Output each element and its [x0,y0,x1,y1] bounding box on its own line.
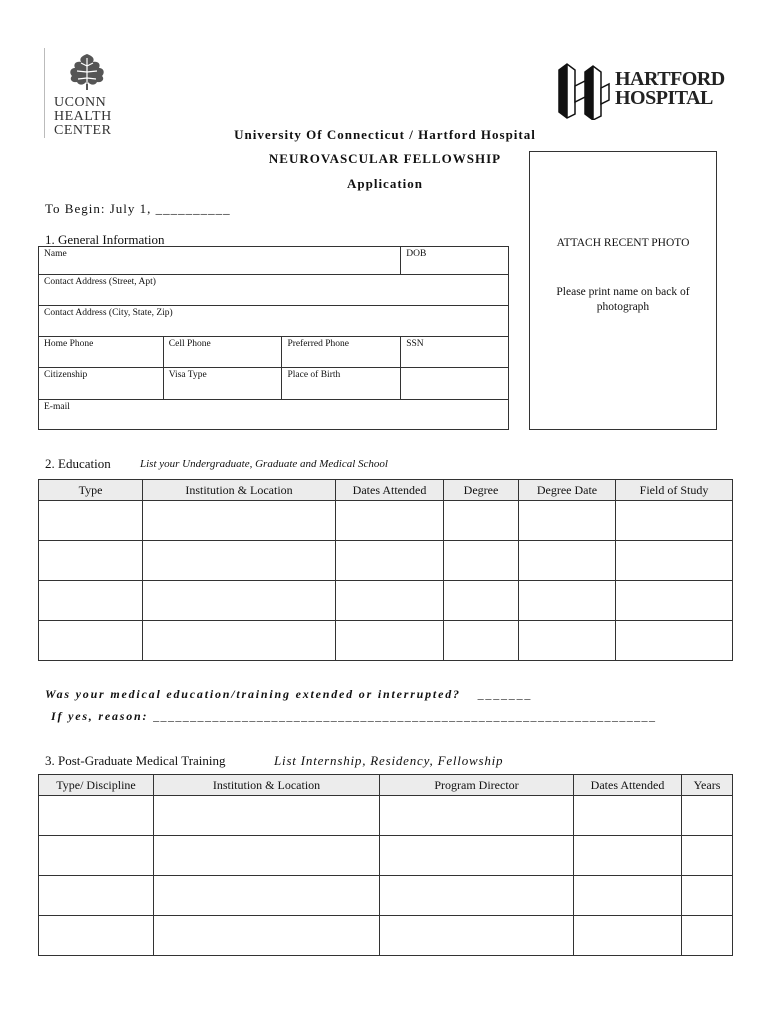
education-table [38,479,733,661]
table-cell[interactable] [336,501,444,541]
hartford-logo-text [615,70,725,108]
table-row [39,836,733,876]
title-line-1: University Of Connecticut / Hartford Hospital [234,127,536,142]
uconn-line-2: HEALTH [54,109,112,124]
postgrad-header-row [39,775,733,796]
table-cell[interactable] [39,501,143,541]
email-field[interactable] [39,400,509,430]
title-line-3: Application [346,176,423,191]
education-heading: 2. Education [45,456,111,471]
table-cell[interactable] [143,621,336,661]
table-cell[interactable] [574,836,682,876]
table-cell[interactable] [39,541,143,581]
email-label: E-mail [44,402,70,412]
table-cell[interactable] [39,621,143,661]
pg-col-years: Years [682,775,733,796]
table-cell[interactable] [143,541,336,581]
contact-city-label: Contact Address (City, State, Zip) [44,308,173,318]
extended-question [45,687,532,702]
postgrad-heading: 3. Post-Graduate Medical Training [45,753,226,768]
contact-street-label: Contact Address (Street, Apt) [44,277,156,287]
photo-box[interactable] [529,151,717,430]
uconn-logo [44,45,134,140]
dob-label: DOB [406,249,427,259]
table-cell[interactable] [519,581,616,621]
to-begin-field[interactable]: To Begin: July 1, __________ [45,201,231,216]
home-phone-field[interactable] [39,337,164,368]
table-cell[interactable] [444,501,519,541]
pg-col-type: Type/ Discipline [39,775,154,796]
visa-type-field[interactable] [163,368,282,400]
extended-answer-blank[interactable]: _______ [477,687,533,701]
table-row [39,621,733,661]
title-line-2: NEUROVASCULAR FELLOWSHIP [268,151,502,166]
table-cell[interactable] [380,836,574,876]
pg-col-institution: Institution & Location [154,775,380,796]
citizenship-field[interactable] [39,368,164,400]
table-cell[interactable] [143,501,336,541]
edu-col-degree: Degree [444,480,519,501]
visa-type-label: Visa Type [168,370,207,380]
contact-street-field[interactable] [39,275,509,306]
table-cell[interactable] [336,541,444,581]
ssn-field[interactable] [401,337,509,368]
pg-col-director: Program Director [380,775,574,796]
edu-col-institution: Institution & Location [143,480,336,501]
table-cell[interactable] [154,876,380,916]
photo-box-label: ATTACH RECENT PHOTO [556,237,690,249]
hartford-line-2: HOSPITAL [615,87,713,109]
preferred-phone-label: Preferred Phone [287,339,349,349]
table-cell[interactable] [519,621,616,661]
ssn-label: SSN [406,339,424,349]
table-cell[interactable] [154,796,380,836]
table-row [39,916,733,956]
table-cell[interactable] [154,836,380,876]
reason-line [51,709,656,724]
oak-leaf-icon [62,50,112,94]
cell-phone-field[interactable] [163,337,282,368]
table-cell[interactable] [336,621,444,661]
uconn-logo-divider [44,48,45,138]
reason-blank[interactable]: ____________________________________________________________________ [153,709,657,723]
postgrad-table [38,774,733,956]
cell-phone-label: Cell Phone [168,339,211,349]
photo-box-instructions: Please print name on back of photograph [556,286,690,313]
uconn-line-3: CENTER [54,123,112,138]
table-cell[interactable] [616,541,733,581]
edu-col-field: Field of Study [616,480,733,501]
table-row [39,876,733,916]
hh-building-icon [555,62,613,120]
extended-question-text: Was your medical education/training extended or interrupted? [45,687,461,701]
table-cell[interactable] [519,541,616,581]
dob-field[interactable] [401,247,509,275]
table-cell[interactable] [616,581,733,621]
table-cell[interactable] [39,796,154,836]
name-field[interactable] [39,247,401,275]
general-info-table [38,246,509,430]
citizenship-label: Citizenship [44,370,88,380]
table-cell[interactable] [682,796,733,836]
pg-col-dates: Dates Attended [574,775,682,796]
blank-cell[interactable] [401,368,509,400]
table-cell[interactable] [616,501,733,541]
reason-label: If yes, reason: [51,709,149,723]
table-row [39,501,733,541]
table-cell[interactable] [39,581,143,621]
edu-col-degree-date: Degree Date [519,480,616,501]
general-info-heading: 1. General Information [45,232,165,247]
table-cell[interactable] [616,621,733,661]
uconn-line-1: UCONN [54,95,107,110]
table-cell[interactable] [682,876,733,916]
edu-col-type: Type [39,480,143,501]
table-cell[interactable] [380,796,574,836]
table-cell[interactable] [39,836,154,876]
table-cell[interactable] [682,836,733,876]
table-cell[interactable] [380,916,574,956]
table-row [39,541,733,581]
preferred-phone-field[interactable] [282,337,401,368]
table-cell[interactable] [444,621,519,661]
table-cell[interactable] [574,796,682,836]
table-cell[interactable] [336,581,444,621]
place-of-birth-label: Place of Birth [287,370,341,380]
table-cell[interactable] [574,916,682,956]
contact-city-field[interactable] [39,306,509,337]
table-cell[interactable] [682,916,733,956]
education-note: List your Undergraduate, Graduate and Medical School [140,458,388,470]
hartford-hospital-logo [555,62,735,120]
table-cell[interactable] [444,581,519,621]
table-row [39,796,733,836]
table-row [39,581,733,621]
postgrad-note: List Internship, Residency, Fellowship [274,753,504,768]
table-cell[interactable] [444,541,519,581]
table-cell[interactable] [574,876,682,916]
table-cell[interactable] [39,916,154,956]
table-cell[interactable] [380,876,574,916]
hartford-line-1: HARTFORD [615,68,725,90]
name-label: Name [44,249,67,259]
home-phone-label: Home Phone [44,339,94,349]
table-cell[interactable] [519,501,616,541]
place-of-birth-field[interactable] [282,368,401,400]
edu-col-dates: Dates Attended [336,480,444,501]
education-header-row [39,480,733,501]
table-cell[interactable] [154,916,380,956]
table-cell[interactable] [39,876,154,916]
table-cell[interactable] [143,581,336,621]
